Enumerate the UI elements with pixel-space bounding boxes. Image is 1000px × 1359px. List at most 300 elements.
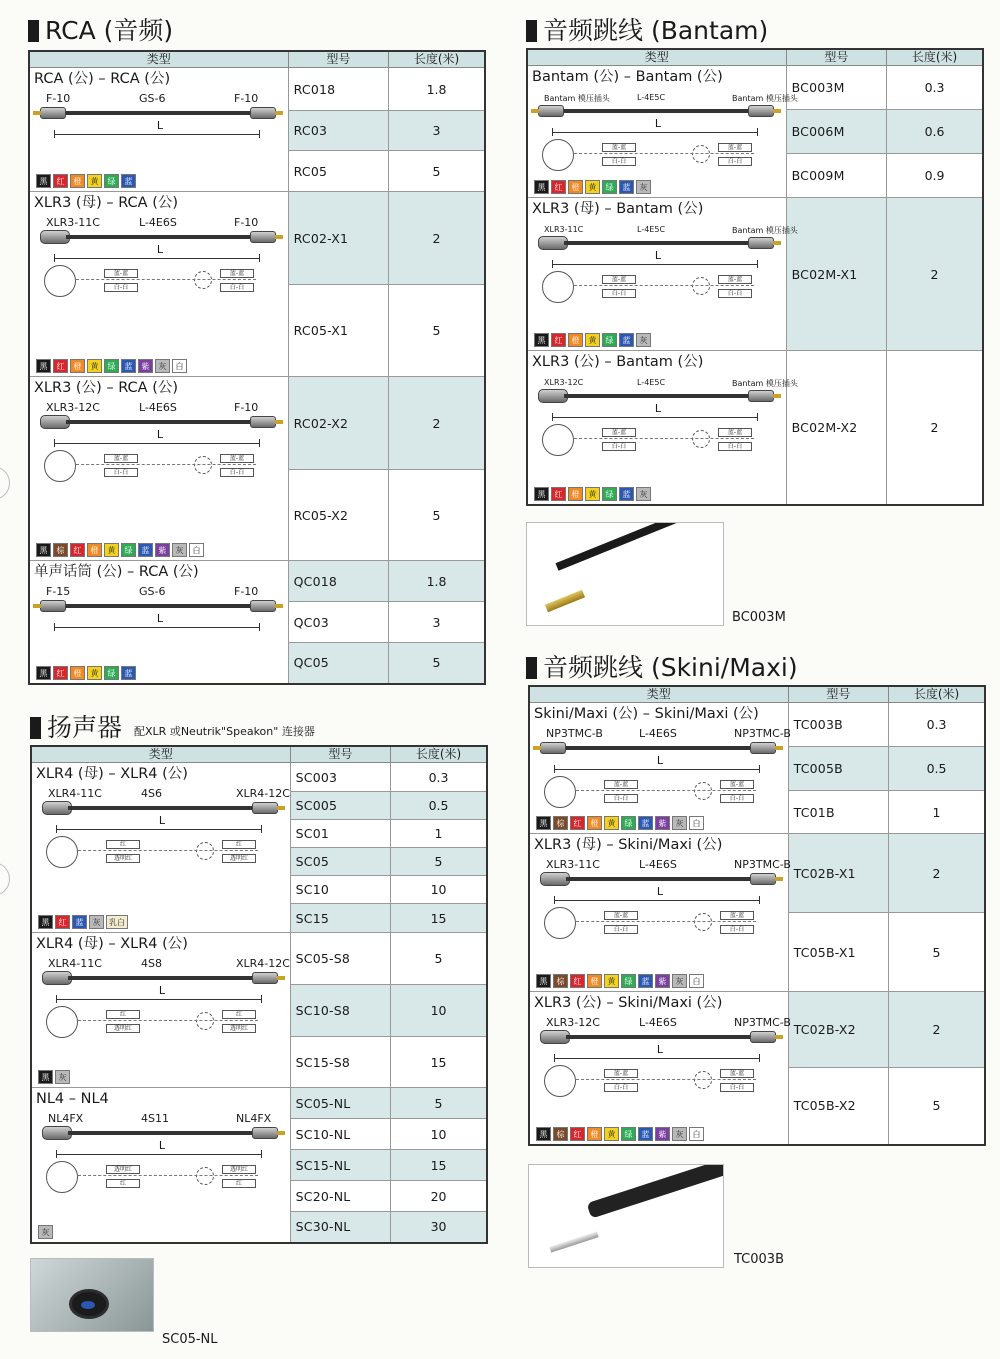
wiring-diagram xyxy=(544,776,770,810)
model-number: SC15-S8 xyxy=(290,1037,390,1088)
model-number: SC01 xyxy=(290,820,390,848)
cable-wire xyxy=(564,394,748,398)
color-swatch: 灰 xyxy=(636,180,651,194)
wire-pair-label: 蓝-蓝 xyxy=(720,1069,754,1078)
pin-diagram-right xyxy=(692,277,710,295)
cable-length: 1 xyxy=(391,820,487,848)
cable-length: 10 xyxy=(391,985,487,1037)
color-swatch: 白 xyxy=(689,816,704,830)
color-swatch: 红 xyxy=(570,974,585,988)
color-swatch: 蓝 xyxy=(638,974,653,988)
connector-label: NL4FX xyxy=(48,1112,84,1125)
color-swatch: 灰 xyxy=(89,915,104,929)
cable-length: 0.3 xyxy=(391,763,487,792)
header-model: 型号 xyxy=(290,746,390,763)
color-swatch: 黄 xyxy=(604,816,619,830)
color-swatch: 红 xyxy=(551,487,566,501)
bantam-cable-image xyxy=(556,522,717,571)
cable-length: 5 xyxy=(889,913,985,992)
color-swatch: 橙 xyxy=(568,487,583,501)
color-swatch: 乳白 xyxy=(106,915,128,929)
model-number: SC30-NL xyxy=(290,1212,390,1243)
length-label: L xyxy=(158,814,165,827)
color-swatch: 灰 xyxy=(672,1127,687,1141)
wire-pair-label: 红 xyxy=(106,840,140,849)
color-swatch: 橙 xyxy=(587,1127,602,1141)
color-swatch: 黄 xyxy=(585,333,600,347)
color-swatch: 红 xyxy=(53,174,68,188)
wire-pair-label: 蓝-蓝 xyxy=(602,275,636,284)
wiring-line xyxy=(78,1020,258,1021)
right-plug xyxy=(250,600,276,612)
color-swatch: 橙 xyxy=(587,816,602,830)
wire-pair-label: 白-白 xyxy=(720,925,754,934)
header-length: 长度(米) xyxy=(389,51,485,68)
right-plug xyxy=(750,742,776,754)
connector-label: 4S11 xyxy=(141,1112,169,1125)
cable-length: 5 xyxy=(389,285,485,377)
connector-labels xyxy=(34,92,284,106)
cable-wire xyxy=(66,235,250,239)
color-swatch: 橙 xyxy=(70,359,85,373)
cable-drawing xyxy=(42,972,278,984)
cable-drawing xyxy=(42,802,278,814)
speakon-cable-photo xyxy=(30,1258,154,1332)
wiring-diagram xyxy=(544,1065,770,1099)
pin-diagram-right xyxy=(694,782,712,800)
color-swatch: 棕 xyxy=(553,974,568,988)
connector-label: XLR3-11C xyxy=(546,858,600,871)
color-swatch: 绿 xyxy=(121,543,136,557)
connector-labels xyxy=(534,858,791,872)
connector-label: Bantam 模压插头 xyxy=(732,226,798,235)
wire-pair-label: 蓝-蓝 xyxy=(602,143,636,152)
cable-type-cell xyxy=(529,992,791,1145)
color-swatch: 绿 xyxy=(104,174,119,188)
model-number: SC20-NL xyxy=(290,1181,390,1212)
wire-pair-label: 蓝-蓝 xyxy=(718,143,752,152)
table-header-row xyxy=(529,686,985,703)
connector-label: NP3TMC-B xyxy=(734,1016,791,1029)
color-swatch: 橙 xyxy=(70,666,85,680)
left-plug xyxy=(540,742,566,754)
wiring-line xyxy=(78,1175,258,1176)
color-swatch: 黑 xyxy=(534,180,549,194)
pin-diagram-left xyxy=(544,776,576,808)
connector-label: NP3TMC-B xyxy=(734,727,791,740)
color-swatch: 黄 xyxy=(585,180,600,194)
color-swatch: 灰 xyxy=(55,1070,70,1084)
section-title-rca: RCA (音频) xyxy=(28,18,173,43)
length-dimension xyxy=(554,1043,760,1059)
wire-pair-label: 白-白 xyxy=(104,283,138,292)
wire-pair-label: 透明红 xyxy=(106,1024,140,1033)
header-model: 型号 xyxy=(288,51,388,68)
cable-type-cell xyxy=(529,834,791,992)
connector-label: XLR3-11C xyxy=(544,225,584,234)
color-swatch: 蓝 xyxy=(619,487,634,501)
cable-type-cell xyxy=(29,561,288,684)
left-plug xyxy=(538,105,564,117)
wiring-line xyxy=(76,279,256,280)
wire-pair-label: 白-白 xyxy=(602,442,636,451)
skini-table xyxy=(528,685,986,1146)
color-swatch: 紫 xyxy=(655,1127,670,1141)
cable-type-cell xyxy=(527,198,798,351)
length-label: L xyxy=(156,428,163,441)
cable-length: 15 xyxy=(391,1037,487,1088)
bantam-photo-caption: BC003M xyxy=(732,610,786,625)
cable-wire xyxy=(68,806,252,810)
color-swatch: 橙 xyxy=(568,333,583,347)
model-number: SC05 xyxy=(290,848,390,876)
color-swatches xyxy=(536,974,704,988)
wire-pair-label: 蓝-蓝 xyxy=(604,911,638,920)
right-plug xyxy=(250,231,276,243)
wiring-line xyxy=(576,1079,756,1080)
pin-diagram-right xyxy=(196,842,214,860)
color-swatch: 橙 xyxy=(587,974,602,988)
wire-pair-label: 红 xyxy=(106,1010,140,1019)
model-number: TC02B-X2 xyxy=(788,992,888,1068)
cable-wire xyxy=(68,976,252,980)
table-row xyxy=(31,933,487,985)
wiring-diagram xyxy=(46,1161,272,1195)
connector-label: Bantam 模压插头 xyxy=(732,379,798,388)
length-dimension xyxy=(552,249,758,265)
cable-type-name: NL4 – NL4 xyxy=(36,1091,109,1107)
color-swatches xyxy=(36,543,204,557)
color-swatch: 白 xyxy=(172,359,187,373)
length-label: L xyxy=(654,117,661,130)
connector-label: F-10 xyxy=(234,401,259,414)
cable-type-name: RCA (公) – RCA (公) xyxy=(34,71,171,87)
table-row xyxy=(29,68,485,111)
cable-type-name: XLR3 (母) – RCA (公) xyxy=(34,195,179,211)
right-plug xyxy=(252,802,278,814)
cable-length: 0.3 xyxy=(887,66,983,110)
cable-length: 10 xyxy=(391,1119,487,1150)
model-number: BC02M-X1 xyxy=(786,198,886,351)
section-bullet xyxy=(526,657,537,679)
cable-type-cell xyxy=(31,1088,290,1243)
cable-type-cell xyxy=(31,763,290,933)
cable-wire xyxy=(566,877,750,881)
color-swatch: 绿 xyxy=(621,1127,636,1141)
color-swatch: 红 xyxy=(570,816,585,830)
cable-wire xyxy=(66,420,250,424)
wire-pair-label: 红 xyxy=(222,1179,256,1188)
color-swatch: 黑 xyxy=(534,487,549,501)
cable-wire xyxy=(566,1035,750,1039)
color-swatch: 绿 xyxy=(104,359,119,373)
color-swatch: 绿 xyxy=(602,333,617,347)
connector-labels xyxy=(34,401,284,415)
color-swatch: 红 xyxy=(53,666,68,680)
right-plug xyxy=(750,1031,776,1043)
length-dimension xyxy=(554,885,760,901)
wire-pair-label: 透明红 xyxy=(222,1024,256,1033)
model-number: RC05-X2 xyxy=(288,470,388,561)
header-model: 型号 xyxy=(786,49,886,66)
cable-length: 5 xyxy=(389,643,485,684)
cable-type-cell xyxy=(29,68,288,192)
cable-type-cell xyxy=(527,66,798,198)
connector-label: F-10 xyxy=(46,92,71,105)
color-swatch: 橙 xyxy=(568,180,583,194)
pin-diagram-right xyxy=(694,1071,712,1089)
color-swatch: 蓝 xyxy=(72,915,87,929)
color-swatches xyxy=(536,816,704,830)
left-plug xyxy=(40,600,66,612)
color-swatch: 灰 xyxy=(38,1225,53,1239)
length-label: L xyxy=(156,119,163,132)
model-number: BC006M xyxy=(786,110,886,154)
speaker-photo-caption-box xyxy=(160,1332,240,1350)
color-swatch: 蓝 xyxy=(638,1127,653,1141)
wire-pair-label: 蓝-蓝 xyxy=(604,1069,638,1078)
section-bullet xyxy=(30,717,41,739)
cable-length: 2 xyxy=(889,992,985,1068)
cable-length: 5 xyxy=(889,1068,985,1145)
color-swatch: 灰 xyxy=(172,543,187,557)
color-swatch: 黑 xyxy=(36,666,51,680)
color-swatch: 蓝 xyxy=(138,543,153,557)
cable-type-name: Bantam (公) – Bantam (公) xyxy=(532,69,723,85)
model-number: SC003 xyxy=(290,763,390,792)
wiring-line xyxy=(576,790,756,791)
model-number: SC05-S8 xyxy=(290,933,390,985)
cable-length: 5 xyxy=(389,470,485,561)
table-row xyxy=(529,703,985,747)
cable-drawing xyxy=(538,105,774,117)
cable-type-name: XLR3 (母) – Skini/Maxi (公) xyxy=(534,837,723,853)
color-swatch: 蓝 xyxy=(121,174,136,188)
rca-table xyxy=(28,50,486,685)
header-type: 类型 xyxy=(29,51,288,68)
model-number: BC009M xyxy=(786,154,886,198)
cable-length: 2 xyxy=(889,834,985,913)
wire-pair-label: 白-白 xyxy=(602,157,636,166)
color-swatches xyxy=(534,180,651,194)
model-number: BC02M-X2 xyxy=(786,351,886,505)
section-title-speaker: 扬声器 配XLR 或Neutrik"Speakon" 连接器 xyxy=(30,715,315,740)
cable-wire xyxy=(564,109,748,113)
color-swatch: 紫 xyxy=(155,543,170,557)
color-swatch: 蓝 xyxy=(121,359,136,373)
cable-wire xyxy=(566,746,750,750)
wiring-diagram xyxy=(542,424,768,458)
color-swatch: 紫 xyxy=(655,974,670,988)
connector-labels xyxy=(34,585,284,599)
cable-drawing xyxy=(540,742,776,754)
connector-label: XLR4-11C xyxy=(48,957,102,970)
right-plug xyxy=(748,237,774,249)
connector-label: Bantam 模压插头 xyxy=(544,94,610,103)
model-number: RC05 xyxy=(288,151,388,192)
wiring-diagram xyxy=(542,139,768,173)
pin-diagram-left xyxy=(46,1161,78,1193)
table-header-row xyxy=(527,49,983,66)
connector-label: F-10 xyxy=(234,216,259,229)
color-swatch: 橙 xyxy=(87,543,102,557)
table-row xyxy=(527,351,983,505)
pin-diagram-right xyxy=(194,456,212,474)
pin-diagram-left xyxy=(542,139,574,171)
model-number: TC05B-X2 xyxy=(788,1068,888,1145)
wire-pair-label: 蓝-蓝 xyxy=(104,454,138,463)
color-swatch: 黄 xyxy=(87,666,102,680)
cable-drawing xyxy=(40,231,276,243)
model-number: SC15-NL xyxy=(290,1150,390,1181)
cable-length: 10 xyxy=(391,876,487,904)
page-edge-mark xyxy=(0,466,10,500)
length-label: L xyxy=(654,402,661,415)
model-number: TC05B-X1 xyxy=(788,913,888,992)
model-number: SC005 xyxy=(290,792,390,820)
pin-diagram-left xyxy=(46,836,78,868)
wire-pair-label: 白-白 xyxy=(104,468,138,477)
cable-wire xyxy=(564,241,748,245)
color-swatch: 黄 xyxy=(87,174,102,188)
section-title-bantam: 音频跳线 (Bantam) xyxy=(526,18,768,43)
cable-length: 20 xyxy=(391,1181,487,1212)
header-type: 类型 xyxy=(527,49,786,66)
cable-length: 2 xyxy=(389,192,485,285)
color-swatch: 黄 xyxy=(585,487,600,501)
connector-label: Bantam 模压插头 xyxy=(732,94,798,103)
color-swatches xyxy=(36,174,136,188)
table-row xyxy=(529,834,985,913)
color-swatch: 蓝 xyxy=(619,333,634,347)
color-swatch: 黑 xyxy=(38,915,53,929)
wire-pair-label: 蓝-蓝 xyxy=(604,780,638,789)
table-row xyxy=(29,377,485,470)
speakon-latch xyxy=(81,1301,95,1309)
color-swatches xyxy=(534,487,651,501)
header-type: 类型 xyxy=(31,746,290,763)
wire-pair-label: 蓝-蓝 xyxy=(104,269,138,278)
table-row xyxy=(31,1088,487,1119)
color-swatch: 绿 xyxy=(602,180,617,194)
model-number: RC03 xyxy=(288,111,388,151)
right-plug xyxy=(250,416,276,428)
model-number: SC05-NL xyxy=(290,1088,390,1119)
color-swatch: 红 xyxy=(70,543,85,557)
color-swatch: 棕 xyxy=(53,543,68,557)
pin-diagram-left xyxy=(544,1065,576,1097)
model-number: RC02-X2 xyxy=(288,377,388,470)
skini-cable-photo xyxy=(528,1164,724,1268)
length-dimension xyxy=(54,428,260,444)
wire-pair-label: 透明红 xyxy=(222,1165,256,1174)
cable-length: 0.9 xyxy=(887,154,983,198)
header-length: 长度(米) xyxy=(889,686,985,703)
length-dimension xyxy=(54,119,260,135)
wiring-diagram xyxy=(544,907,770,941)
length-dimension xyxy=(54,612,260,628)
model-number: TC003B xyxy=(788,703,888,747)
connector-labels xyxy=(534,727,791,741)
table-row xyxy=(29,561,485,602)
table-row xyxy=(527,198,983,351)
cable-length: 5 xyxy=(391,933,487,985)
cable-length: 1.8 xyxy=(389,68,485,111)
bantam-plug-tip xyxy=(545,590,585,612)
pin-diagram-left xyxy=(544,907,576,939)
connector-label: F-15 xyxy=(46,585,71,598)
model-number: SC15 xyxy=(290,904,390,933)
wiring-line xyxy=(574,285,754,286)
length-dimension xyxy=(554,754,760,770)
connector-labels xyxy=(532,222,798,236)
connector-label: L-4E5C xyxy=(637,378,666,387)
color-swatch: 红 xyxy=(53,359,68,373)
color-swatch: 红 xyxy=(570,1127,585,1141)
cable-length: 30 xyxy=(391,1212,487,1243)
color-swatch: 黑 xyxy=(536,974,551,988)
connector-label: XLR3-12C xyxy=(544,378,584,387)
wiring-line xyxy=(574,438,754,439)
cable-drawing xyxy=(538,390,774,402)
cable-drawing xyxy=(538,237,774,249)
wire-pair-label: 红 xyxy=(222,1010,256,1019)
connector-label: XLR3-12C xyxy=(546,1016,600,1029)
cable-length: 3 xyxy=(389,111,485,151)
wire-pair-label: 蓝-蓝 xyxy=(720,780,754,789)
connector-labels xyxy=(532,375,798,389)
connector-label: NL4FX xyxy=(236,1112,272,1125)
color-swatches xyxy=(36,666,136,680)
header-length: 长度(米) xyxy=(887,49,983,66)
section-title-skini: 音频跳线 (Skini/Maxi) xyxy=(526,655,798,680)
color-swatch: 黄 xyxy=(104,543,119,557)
length-label: L xyxy=(156,243,163,256)
wiring-diagram xyxy=(46,836,272,870)
cable-length: 5 xyxy=(389,151,485,192)
connector-label: F-10 xyxy=(234,92,259,105)
section-bullet xyxy=(28,20,39,42)
color-swatch: 灰 xyxy=(636,333,651,347)
color-swatch: 绿 xyxy=(602,487,617,501)
color-swatch: 绿 xyxy=(621,816,636,830)
right-plug xyxy=(250,107,276,119)
speaker-note: 配XLR 或Neutrik"Speakon" 连接器 xyxy=(134,724,315,738)
length-label: L xyxy=(656,885,663,898)
model-number: TC01B xyxy=(788,791,888,834)
color-swatch: 灰 xyxy=(636,487,651,501)
color-swatch: 橙 xyxy=(70,174,85,188)
color-swatches xyxy=(38,915,128,929)
color-swatch: 红 xyxy=(551,333,566,347)
connector-label: L-4E6S xyxy=(139,216,177,229)
connector-label: NP3TMC-B xyxy=(546,727,603,740)
wire-pair-label: 透明红 xyxy=(106,854,140,863)
color-swatches xyxy=(38,1070,70,1084)
cable-drawing xyxy=(40,600,276,612)
connector-label: XLR4-11C xyxy=(48,787,102,800)
cable-length: 2 xyxy=(887,351,983,505)
wire-pair-label: 红 xyxy=(106,1179,140,1188)
cable-type-cell xyxy=(29,192,288,377)
cable-type-name: XLR3 (母) – Bantam (公) xyxy=(532,201,704,217)
wire-pair-label: 蓝-蓝 xyxy=(602,428,636,437)
pin-diagram-left xyxy=(542,424,574,456)
speaker-photo-caption: SC05-NL xyxy=(162,1332,218,1347)
pin-diagram-left xyxy=(44,450,76,482)
connector-label: GS-6 xyxy=(139,585,166,598)
color-swatch: 紫 xyxy=(655,816,670,830)
